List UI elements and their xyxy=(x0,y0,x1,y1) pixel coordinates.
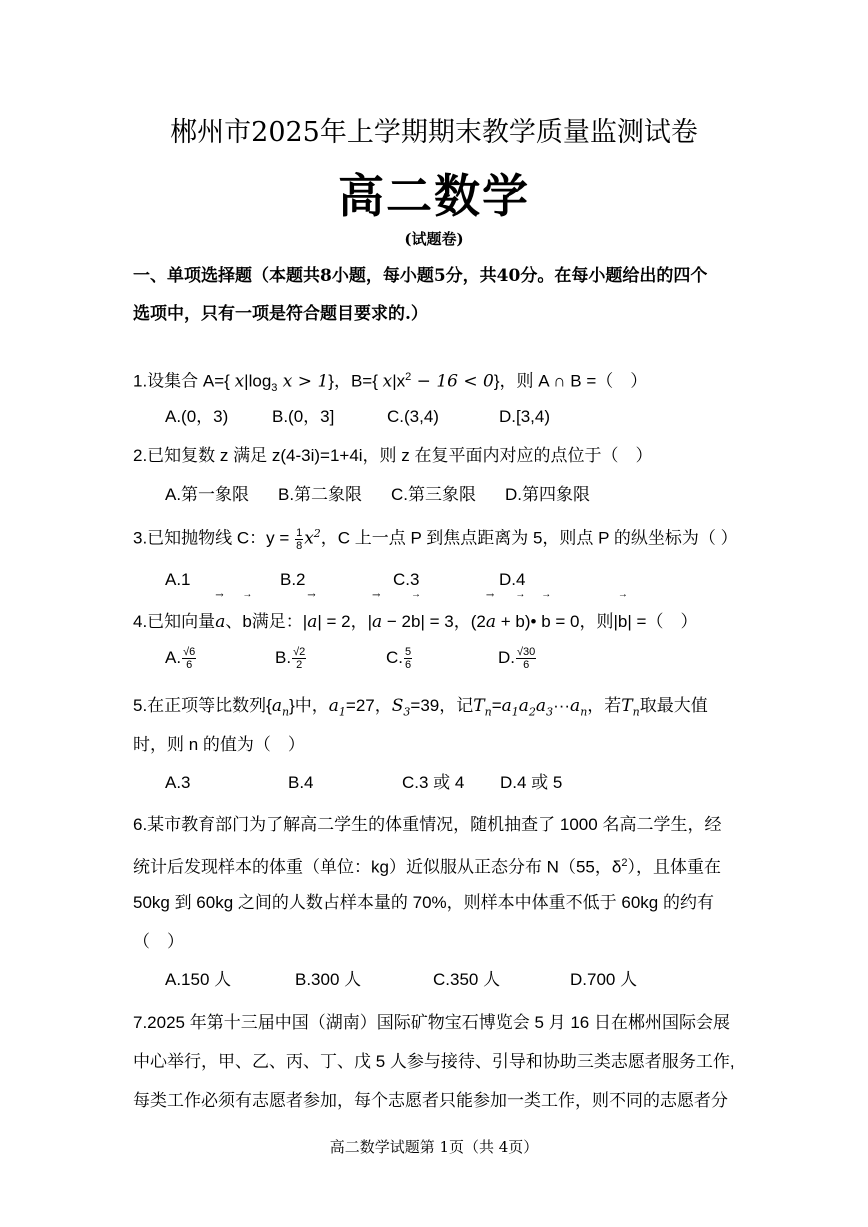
option-d: D.4 或 5 xyxy=(500,773,563,792)
option-a: A.150 人 xyxy=(165,970,232,989)
option-c: C. $\frac{5}{6}$ xyxy=(386,646,412,672)
option-b: B.4 xyxy=(288,773,314,792)
subject-title: 高二数学 xyxy=(338,169,530,223)
option-a: A.3 xyxy=(165,773,191,792)
question-6-line4: （ ） xyxy=(133,932,184,951)
option-d: D.4 xyxy=(499,570,526,589)
option-c: C.3 xyxy=(393,570,420,589)
option-d: D.[3,4) xyxy=(499,407,551,426)
option-a: A.1 xyxy=(165,570,191,589)
option-c: C.第三象限 xyxy=(391,485,476,504)
option-d: D.第四象限 xyxy=(505,485,590,504)
option-b: B. $\frac{√2}{2}$ xyxy=(275,646,306,672)
question-6-line3: 50kg 到 60kg 之间的人数占样本量的 70%，则样本中体重不低于 60kg 的约有 xyxy=(133,893,714,912)
page-footer: 高二数学试题第 1页（共 4页） xyxy=(329,1138,539,1156)
question-1: 1.设集合 A={ $x|\log_3$ x > 1}，B={ $x|x^2 - 16 < 0$}，则 A ∩ B =（ ） xyxy=(133,371,648,395)
question-6-line1: 6.某市教育部门为了解高二学生的体重情况，随机抽查了 1000 名高二学生，经 xyxy=(133,815,722,834)
option-c: C.(3,4) xyxy=(387,407,439,426)
question-7-line3: 每类工作必须有志愿者参加，每个志愿者只能参加一类工作，则不同的志愿者分 xyxy=(133,1091,728,1110)
question-5-line1: 5.在正项等比数列$\{a_n\}$中，$a_1=27$，$S_3=39$，记$T_n=a_1a_2a_3\cdot\cdot\cdot a_n$，若$T_n$取最大值 xyxy=(133,696,708,719)
option-d: D. $\frac{√30}{6}$ xyxy=(498,646,536,672)
exam-title: 郴州市2025年上学期期末教学质量监测试卷 xyxy=(170,117,698,148)
option-b: B.第二象限 xyxy=(278,485,363,504)
option-b: B.2 xyxy=(280,570,306,589)
option-d: D.700 人 xyxy=(570,970,638,989)
question-7-line2: 中心举行，甲、乙、丙、丁、戊 5 人参与接待、引导和协助三类志愿者服务工作, xyxy=(133,1052,735,1071)
section-heading-line1: 一、单项选择题（本题共8小题，每小题5分，共40分。在每小题给出的四个 xyxy=(133,266,708,286)
option-a: A.(0，3) xyxy=(165,407,229,426)
option-c: C.3 或 4 xyxy=(402,773,465,792)
question-3: 3.已知抛物线 C：y = $\frac{1}{8}$ $x^2$，C 上一点 P 到焦点距离为 5，则点 P 的纵坐标为（ ） xyxy=(133,526,738,552)
question-5-line2: 时，则 n 的值为（ ） xyxy=(133,735,305,754)
option-b: B.300 人 xyxy=(295,970,362,989)
fraction: $\frac{1}{8}$ xyxy=(296,526,303,552)
question-6-line2: 统计后发现样本的体重（单位：kg）近似服从正态分布 N（55，$\delta^2$），且体重在 xyxy=(133,857,721,877)
question-7-line1: 7.2025 年第十三届中国（湖南）国际矿物宝石博览会 5 月 16 日在郴州国际会展 xyxy=(133,1013,730,1032)
option-a: A. $\frac{√6}{6}$ xyxy=(165,646,196,672)
option-c: C.350 人 xyxy=(433,970,501,989)
question-2: 2.已知复数 z 满足 z(4-3i)=1+4i，则 z 在复平面内对应的点位于（ ） xyxy=(133,446,653,465)
option-b: B.(0，3] xyxy=(272,407,335,426)
question-4: 4.已知向量→ a、→ b满足：|→ a| = 2，|→ a − 2→ b| = 3，(2→ a + → b)• → b = 0，则|→ b| =（ ） xyxy=(133,602,745,642)
section-heading-line2: 选项中，只有一项是符合题目要求的.） xyxy=(133,304,428,324)
paper-subtitle: (试题卷) xyxy=(404,230,464,248)
option-a: A.第一象限 xyxy=(165,485,250,504)
